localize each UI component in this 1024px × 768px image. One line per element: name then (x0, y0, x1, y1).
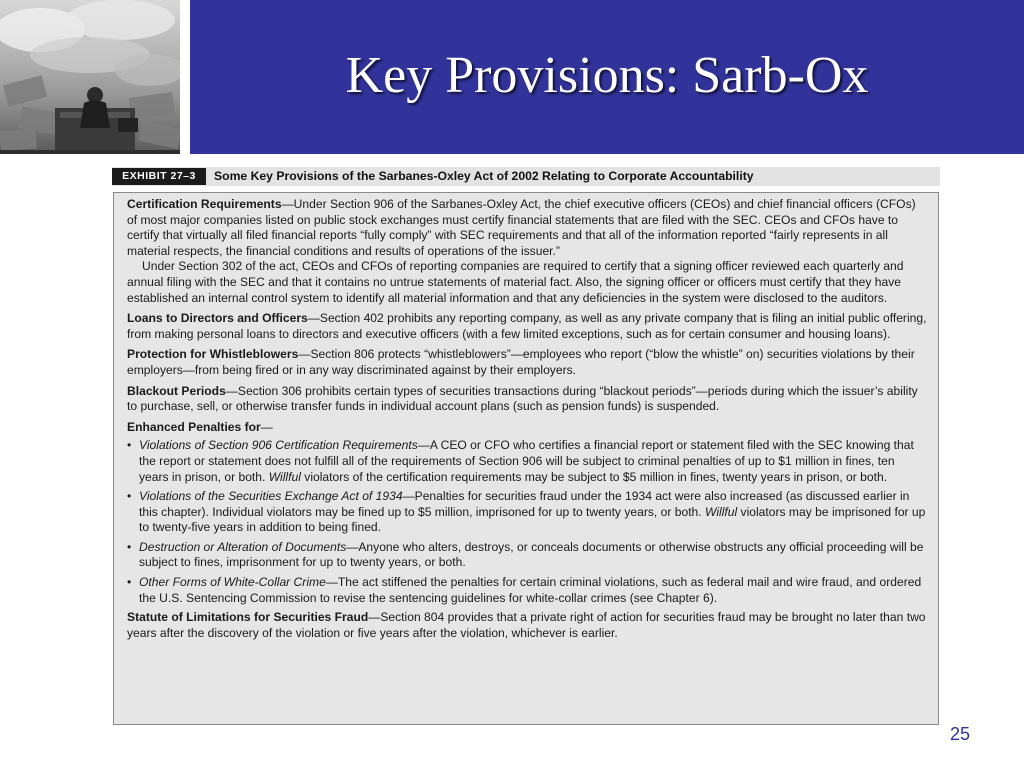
list-item-lead: Destruction or Alteration of Documents (139, 539, 347, 554)
list-item-lead: Other Forms of White-Collar Crime (139, 575, 326, 590)
bullet-icon: • (127, 438, 132, 453)
list-item-emphasis: Willful (268, 469, 301, 484)
list-item-lead: Violations of Section 906 Certification Requirements (139, 438, 418, 453)
list-item-text: —Anyone who alters, destroys, or conceals documents or otherwise obstructs any official proceeding will be subject to fines, imprisonment for up to twenty years, or both. (139, 539, 924, 570)
exhibit-body (127, 197, 927, 646)
section-blackout (127, 384, 927, 415)
section-text: —Under Section 906 of the Sarbanes-Oxley Act, the chief executive officers (CEOs) and chief financial officers (CFOs) of most major companies listed on public stock exchanges must certify financial statements that are filed with the SEC. CEOs and CFOs have to certify that virtually all filed financial reports “fully comply” with SEC requirements and that all of the information reported “fairly represents in all material respects, the financial conditions and results of operations of the issuer.” (127, 197, 916, 258)
section-whistleblowers (127, 347, 927, 378)
list-item (127, 489, 927, 536)
bullet-icon: • (127, 539, 132, 554)
list-item (127, 575, 927, 606)
exhibit-title: Some Key Provisions of the Sarbanes-Oxley Act of 2002 Relating to Corporate Accountability (214, 169, 754, 183)
section-text-paragraph-2: Under Section 302 of the act, CEOs and CFOs of reporting companies are required to certify that a signing officer reviewed each quarterly and annual filing with the SEC and that it contains no untrue statements of material fact. Also, the signing officer or officers must certify that they have established an internal control system to identify all material information and that any deficiencies in the system were disclosed to the auditors. (127, 259, 904, 305)
exhibit-number: EXHIBIT 27–3 (112, 168, 206, 185)
section-statute (127, 610, 927, 641)
section-text: —Section 804 provides that a private right of action for securities fraud may be brought no later than two years after the discovery of the violation or five years after the violation, whichever is earlier. (127, 610, 926, 640)
list-item-lead: Violations of the Securities Exchange Act of 1934 (139, 489, 403, 504)
list-item-text: —Penalties for securities fraud under the 1934 act were also increased (as discussed earlier in this chapter). Individual violators may be fined up to $5 million, imprisoned for up to twenty years, or both. (139, 489, 910, 519)
section-text: —Section 806 protects “whistleblowers”—employees who report (“blow the whistle” on) securities violations by their employers—from being fired or in any way discriminated against by their employers. (127, 347, 915, 377)
businessman-photo-icon (0, 0, 180, 154)
list-item-text-continued: violators may be imprisoned for up to twenty-five years in addition to being fined. (139, 504, 926, 535)
section-loans (127, 311, 927, 342)
bullet-icon: • (127, 489, 132, 504)
section-heading: Blackout Periods (127, 383, 226, 398)
section-heading: Enhanced Penalties for (127, 419, 261, 434)
slide-title: Key Provisions: Sarb-Ox (345, 47, 869, 104)
section-certification (127, 197, 927, 306)
section-heading-dash: — (260, 419, 273, 434)
section-penalties (127, 420, 927, 436)
section-text: —Section 306 prohibits certain types of securities transactions during “blackout periods”—periods during which the issuer’s ability to purchase, sell, or otherwise transfer funds in individual account plans (such as pension funds) is suspended. (127, 383, 918, 414)
photo-divider (180, 0, 190, 154)
list-item-text: —The act stiffened the penalties for certain criminal violations, such as federal mail and wire fraud, and ordered the U.S. Sentencing Commission to revise the sentencing guidelines for white-collar crimes (see Chapter 6). (139, 575, 922, 605)
section-heading: Protection for Whistleblowers (127, 347, 299, 362)
section-text: —Section 402 prohibits any reporting company, as well as any private company that is filing an initial public offering, from making personal loans to directors and executive officers (with a few limited exceptions, such as for certain consumer and housing loans). (127, 311, 927, 341)
list-item (127, 438, 927, 485)
section-heading: Statute of Limitations for Securities Fraud (127, 610, 369, 625)
section-heading: Certification Requirements (127, 197, 282, 211)
list-item-text-continued: violators of the certification requirements may be subject to $5 million in fines, twenty years in prison, or both. (300, 469, 888, 484)
list-item-emphasis: Willful (705, 504, 738, 519)
header-photo (0, 0, 180, 154)
bullet-icon: • (127, 575, 132, 590)
list-item (127, 540, 927, 571)
section-heading: Loans to Directors and Officers (127, 311, 308, 326)
list-item-text: —A CEO or CFO who certifies a financial report or statement filed with the SEC knowing that the report or statement does not fulfill all of the requirements of Section 906 will be subject to criminal penalties of up to $1 million in fines, ten years in prison, or both. (139, 438, 914, 484)
page-number: 25 (949, 724, 970, 744)
